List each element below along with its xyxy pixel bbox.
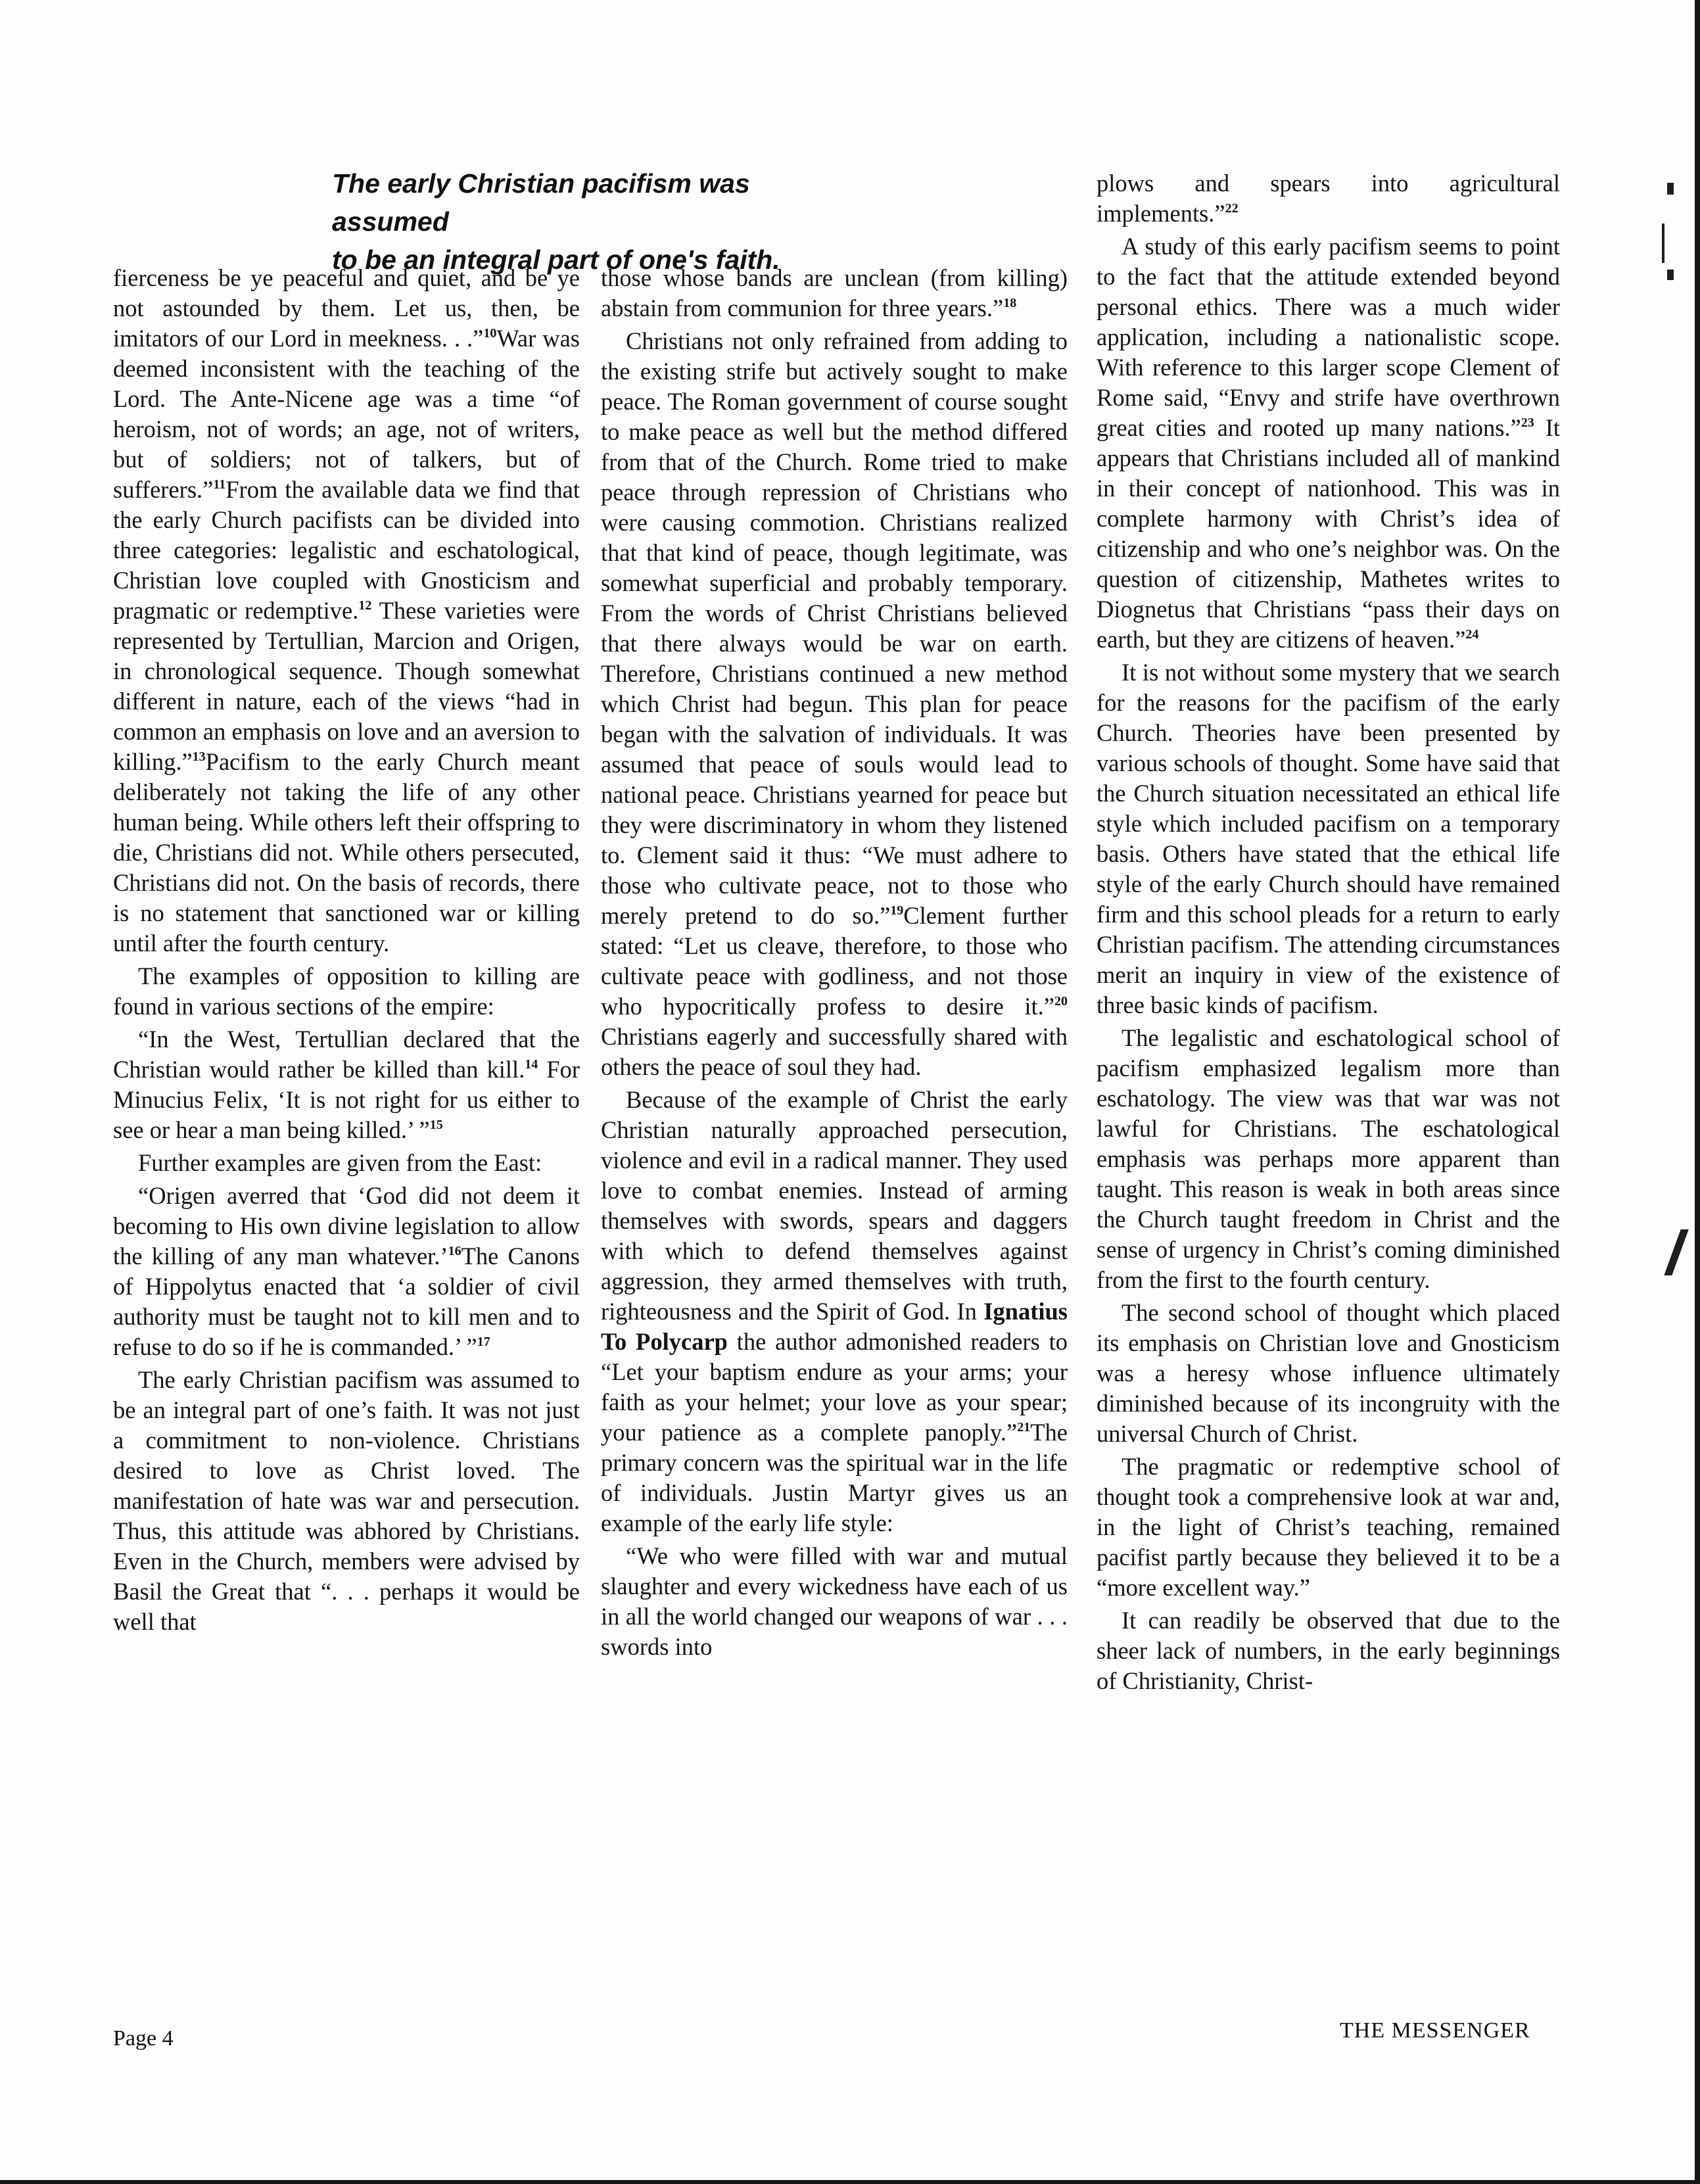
paragraph: [1097, 1605, 1560, 1696]
text-run: “We who were filled with war and mutual slaughter and every wickedness have each of us in all the world changed our weapons of war . . . swords into: [601, 1542, 1068, 1660]
footnote-ref: 16: [448, 1244, 461, 1258]
footnote-ref: 14: [525, 1057, 538, 1072]
text-run: These varieties were represented by Tertullian, Marcion and Origen, in chronological sequence. Though somewhat different in nature, each of the views “had in common an emphasis on love and an aversion to killing.”: [113, 597, 580, 775]
work-title: Ignatius To Polycarp: [601, 1298, 1068, 1355]
publication-name: THE MESSENGER: [1340, 2018, 1530, 2043]
paragraph: [113, 961, 580, 1022]
text-run: It is not without some mystery that we search for the reasons for the pacifism of the early Church. Theories have been presented by various schools of thought. Some have said that the Church situation necessitated an ethical life style which included pacifism on a temporary basis. Others have stated that the ethical life style of the early Church should have remained firm and this school pleads for a return to early Christian pacifism. The attending circumstances merit an inquiry in view of the existence of three basic kinds of pacifism.: [1097, 659, 1560, 1018]
footnote-ref: 19: [890, 903, 904, 918]
text-run: War was deemed inconsistent with the teaching of the Lord. The Ante-Nicene age was a time “of heroism, not of words; an age, not of writers, but of soldiers; not of talkers, but of sufferers.”: [113, 325, 580, 503]
article-column-3: [1097, 168, 1560, 1699]
text-run: Christians not only refrained from adding to the existing strife but actively sought to make peace. The Roman government of course sought to make peace as well but the method differed from that of the Church. Rome tried to make peace through repression of Christians who were causing commotion. Christians realized that that kind of peace, though legitimate, was somewhat superficial and probably temporary. From the words of Christ Christians believed that there always would be war on earth. Therefore, Christians continued a new method which Christ had begun. This plan for peace began with the salvation of individuals. It was assumed that peace of souls would lead to national peace. Christians yearned for peace but they were discriminatory in whom they listened to. Clement said it thus: “We must adhere to those who cultivate peace, not to those who merely pretend to do so.”: [601, 327, 1068, 929]
text-run: The Canons of Hippolytus enacted that ‘a soldier of civil authority must be taught not to kill men and to refuse to do so if he is commanded.’ ”: [113, 1243, 580, 1360]
footnote-ref: 24: [1465, 627, 1479, 642]
scan-mark: [1664, 1229, 1688, 1275]
paragraph: [113, 263, 580, 959]
footnote-ref: 23: [1521, 415, 1534, 430]
scan-right-edge: [1695, 0, 1700, 2184]
footnote-ref: 10: [483, 326, 497, 341]
text-run: “Origen averred that ‘God did not deem it becoming to His own divine legislation to allow the killing of any man whatever.’: [113, 1182, 580, 1270]
text-run: Further examples are given from the East:: [138, 1149, 542, 1176]
text-run: For Minucius Felix, ‘It is not right for us either to see or hear a man being killed.’ ”: [113, 1056, 580, 1143]
text-run: It can readily be observed that due to the sheer lack of numbers, in the early beginnings of Christianity, Christ-: [1097, 1607, 1560, 1694]
footnote-ref: 11: [213, 477, 226, 492]
paragraph: [1097, 657, 1560, 1020]
footnote-ref: 12: [358, 598, 372, 613]
footnote-ref: 18: [1003, 296, 1017, 310]
text-run: Because of the example of Christ the early Christian naturally approached persecution, violence and evil in a radical manner. They used love to combat enemies. Instead of arming themselves with swords, spears and daggers with which to defend themselves against aggression, they armed themselves with truth, righteousness and the Spirit of God. In: [601, 1086, 1068, 1325]
article-column-2: [601, 263, 1068, 1665]
footnote-ref: 22: [1225, 201, 1239, 216]
pull-quote-line-2: to be an integral part of one's faith.: [332, 245, 780, 275]
article-column-1: [113, 263, 580, 1640]
text-run: “In the West, Tertullian declared that the Christian would rather be killed than kill.: [113, 1026, 580, 1083]
text-run: A study of this early pacifism seems to point to the fact that the attitude extended beyond personal ethics. There was a much wider application, including a nationalistic scope. With reference to this larger scope Clement of Rome said, “Envy and strife have overthrown great cities and rooted up many nations.”: [1097, 233, 1560, 441]
scan-bottom-edge: [0, 2180, 1700, 2184]
paragraph: [601, 263, 1068, 323]
paragraph: [113, 1365, 580, 1637]
footnote-ref: 21: [1017, 1420, 1031, 1435]
page-number: Page 4: [113, 2026, 174, 2051]
text-run: Christians eagerly and successfully shared with others the peace of soul they had.: [601, 1023, 1068, 1080]
text-run: It appears that Christians included all of mankind in their concept of nationhood. This was in complete harmony with Christ’s idea of citizenship and who one’s neighbor was. On the question of citizenship, Mathetes writes to Diognetus that Christians “pass their days on earth, but they are citizens of heaven.”: [1097, 414, 1560, 653]
pull-quote: [332, 164, 845, 279]
paragraph: [1097, 1023, 1560, 1295]
paragraph: [1097, 1298, 1560, 1449]
text-run: the author admonished readers to “Let your baptism endure as your arms; your faith as your helmet; your love as your spear; your patience as a complete panoply.”: [601, 1328, 1068, 1446]
scan-mark: [1667, 183, 1674, 195]
text-run: The pragmatic or redemptive school of thought took a comprehensive look at war and, in the light of Christ’s teaching, remained pacifist partly because they believed it to be a “more excellent way.”: [1097, 1453, 1560, 1601]
paragraph: [1097, 168, 1560, 229]
text-run: Clement further stated: “Let us cleave, therefore, to those who cultivate peace with godliness, and not those who hypocritically profess to desire it.”: [601, 902, 1068, 1020]
footnote-ref: 13: [192, 749, 206, 764]
paragraph: [113, 1181, 580, 1362]
footnote-ref: 15: [429, 1118, 443, 1132]
footnote-ref: 17: [477, 1335, 490, 1349]
text-run: plows and spears into agricultural implements.”: [1097, 170, 1560, 227]
paragraph: [601, 326, 1068, 1082]
paragraph: [1097, 231, 1560, 655]
text-run: fierceness be ye peaceful and quiet, and be ye not astounded by them. Let us, then, be imitators of our Lord in meekness. . .”: [113, 264, 580, 352]
text-run: The early Christian pacifism was assumed to be an integral part of one’s faith. It was not just a commitment to non-violence. Christians desired to love as Christ loved. The manifestation of hate was war and persecution. Thus, this attitude was abhored by Christians. Even in the Church, members were advised by Basil the Great that “. . . perhaps it would be well that: [113, 1366, 580, 1635]
text-run: Pacifism to the early Church meant deliberately not taking the life of any other human being. While others left their offspring to die, Christians did not. While others persecuted, Christians did not. On the basis of records, there is no statement that sanctioned war or killing until after the fourth century.: [113, 748, 580, 957]
text-run: From the available data we find that the early Church pacifists can be divided into three categories: legalistic and eschatological, Christian love coupled with Gnosticism and pragmatic or redemptive.: [113, 476, 580, 624]
text-run: those whose bands are unclean (from killing) abstain from communion for three years.”: [601, 264, 1068, 321]
paragraph: [601, 1541, 1068, 1662]
footnote-ref: 20: [1054, 994, 1068, 1009]
scan-mark: [1667, 270, 1674, 280]
text-run: The primary concern was the spiritual war in the life of individuals. Justin Martyr gives us an example of the early life style:: [601, 1419, 1068, 1536]
text-run: The legalistic and eschatological school of pacifism emphasized legalism more than eschatology. The view was that war was not lawful for Christians. The eschatological emphasis was perhaps more apparent than taught. This reason is weak in both areas since the Church taught freedom in Christ and the sense of urgency in Christ’s coming diminished from the first to the fourth century.: [1097, 1024, 1560, 1293]
scan-mark: [1662, 224, 1665, 263]
pull-quote-line-1: The early Christian pacifism was assumed: [332, 168, 750, 237]
text-run: The second school of thought which placed its emphasis on Christian love and Gnosticism was a heresy whose influence ultimately diminished because of its incongruity with the universal Church of Christ.: [1097, 1299, 1560, 1447]
text-run: The examples of opposition to killing are found in various sections of the empire:: [113, 962, 580, 1020]
paragraph: [601, 1085, 1068, 1538]
paragraph: [1097, 1452, 1560, 1603]
paragraph: [113, 1024, 580, 1145]
paragraph: [113, 1148, 580, 1178]
